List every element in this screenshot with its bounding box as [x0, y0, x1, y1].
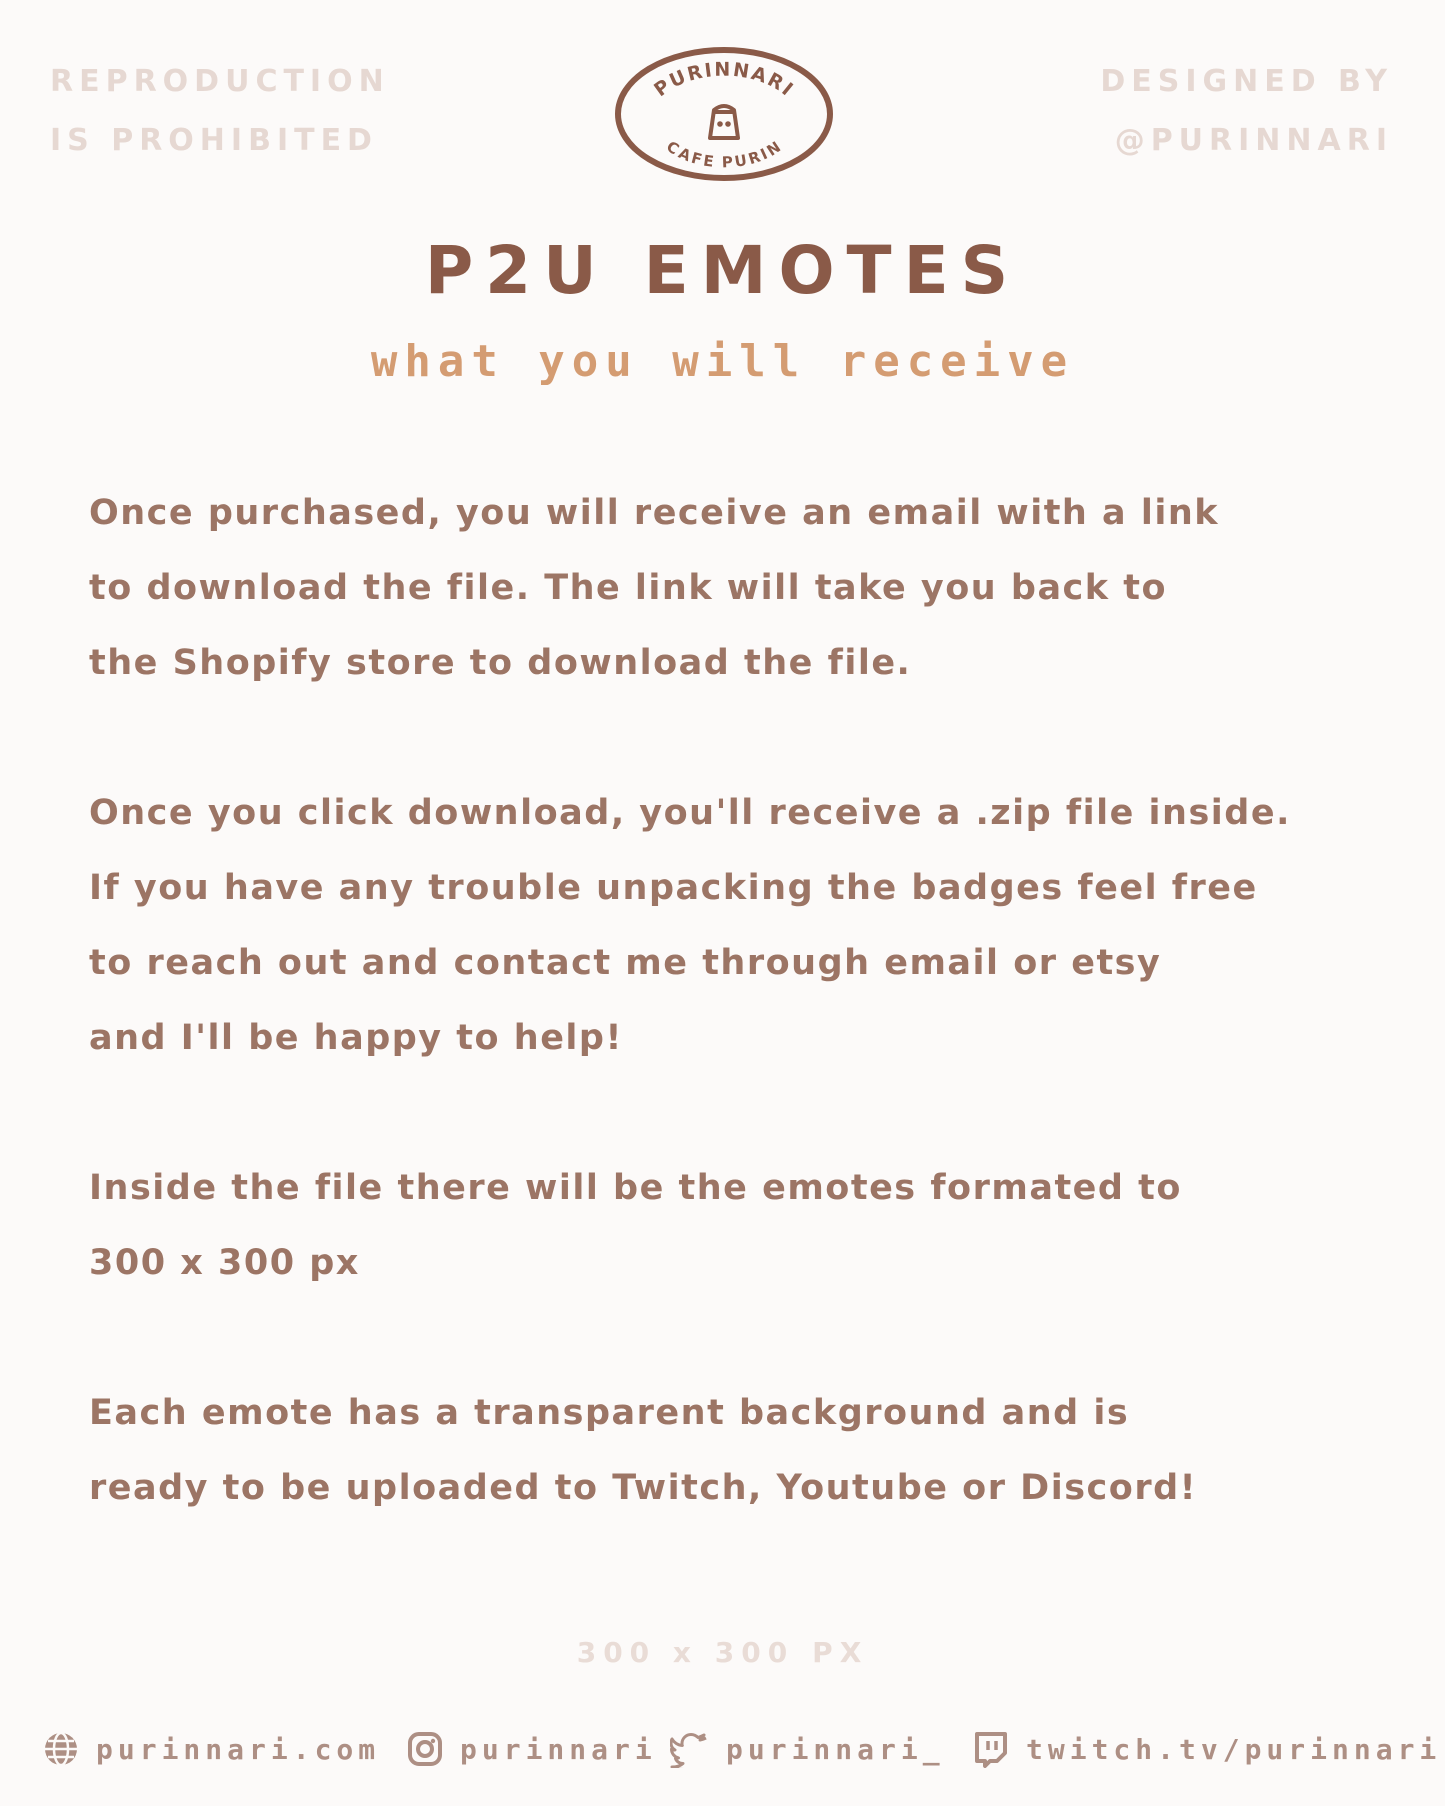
instagram-icon: [406, 1730, 444, 1768]
brand-logo-stamp: [612, 44, 836, 184]
paragraph-line: Each emote has a transparent background and is: [89, 1393, 1130, 1433]
svg-text:CAFE PURIN: [663, 137, 785, 171]
twitch-label: twitch.tv/purinnari: [1026, 1732, 1442, 1766]
svg-text:PURINNARI: [650, 59, 798, 102]
twitter-label: purinnari_: [726, 1732, 945, 1766]
page-subtitle: what you will receive: [370, 336, 1075, 387]
page-title: P2U EMOTES: [424, 232, 1021, 309]
paragraph-download: [89, 776, 1389, 1076]
designer-credit: [1100, 52, 1393, 170]
paragraph-line: to reach out and contact me through email or etsy: [89, 943, 1162, 983]
info-body: [89, 476, 1389, 1601]
twitch-icon: [972, 1730, 1010, 1768]
website-label: purinnari.com: [96, 1732, 381, 1766]
paragraph-format: [89, 1151, 1389, 1301]
reproduction-notice-line-2: IS PROHIBITED: [50, 123, 378, 158]
logo-stamp-graphic: [612, 44, 836, 184]
twitter-bird-icon: [670, 1730, 710, 1768]
paragraph-line: Once you click download, you'll receive a .zip file inside.: [89, 793, 1291, 833]
website-link[interactable]: [42, 1724, 380, 1774]
logo-top-text: PURINNARI: [650, 58, 799, 102]
logo-bottom-text: CAFE PURIN: [663, 137, 785, 172]
reproduction-notice-line-1: REPRODUCTION: [50, 64, 390, 99]
designer-credit-line-1: DESIGNED BY: [1100, 64, 1393, 99]
paragraph-line: Once purchased, you will receive an email with a link: [89, 493, 1220, 533]
size-note: [0, 1636, 1445, 1669]
paragraph-transparency: [89, 1376, 1389, 1526]
twitch-link[interactable]: [972, 1724, 1441, 1774]
globe-icon: [42, 1730, 80, 1768]
paragraph-line: ready to be uploaded to Twitch, Youtube or Discord!: [89, 1468, 1198, 1508]
reproduction-notice: [50, 52, 390, 170]
paragraph-line: Inside the file there will be the emotes formated to: [89, 1168, 1182, 1208]
paragraph-line: If you have any trouble unpacking the badges feel free: [89, 868, 1258, 908]
paragraph-line: to download the file. The link will take you back to: [89, 568, 1168, 608]
instagram-link[interactable]: [406, 1724, 657, 1774]
designer-credit-line-2: @PURINNARI: [1114, 123, 1393, 158]
social-footer: [42, 1724, 1442, 1774]
instagram-label: purinnari: [460, 1732, 657, 1766]
size-note-unit: PX: [812, 1636, 869, 1669]
paragraph-purchase: [89, 476, 1389, 701]
paragraph-line: 300 x 300 px: [89, 1243, 360, 1283]
paragraph-line: the Shopify store to download the file.: [89, 643, 912, 683]
pudding-face-icon: [710, 106, 738, 138]
size-note-dimensions: 300 x 300: [576, 1636, 795, 1669]
twitter-link[interactable]: [670, 1724, 945, 1774]
paragraph-line: and I'll be happy to help!: [89, 1018, 623, 1058]
